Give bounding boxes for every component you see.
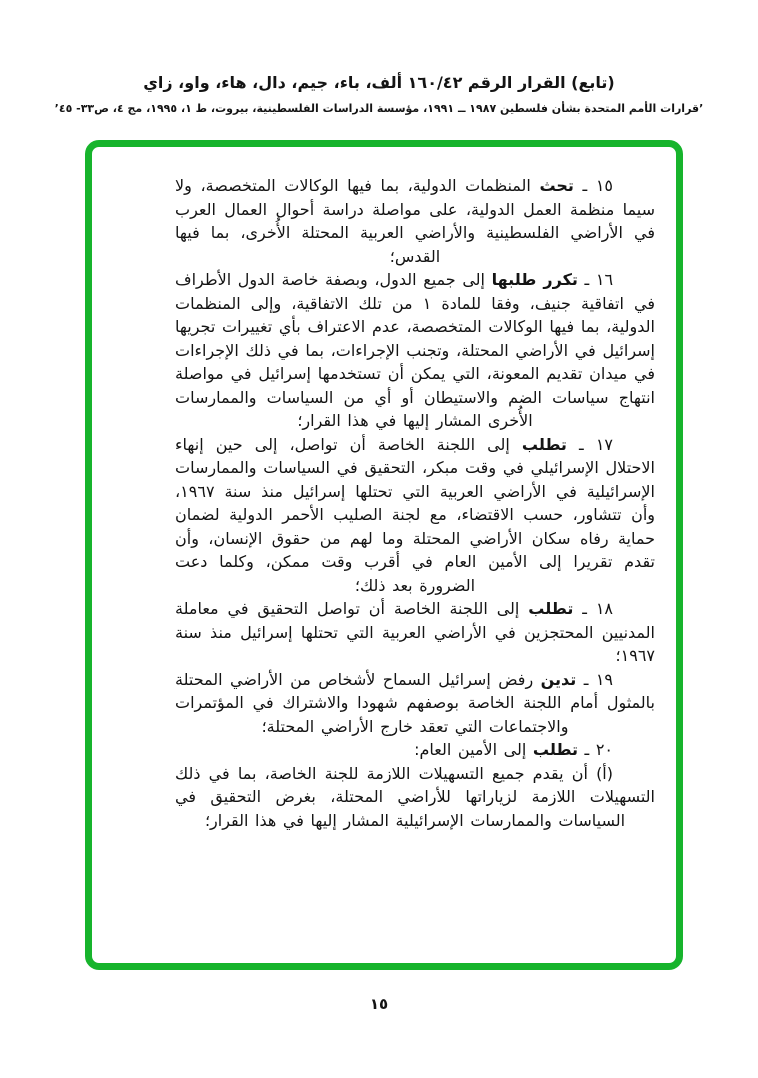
resolution-title: (تابع) القرار الرقم ١٦٠/٤٢ ألف، باء، جيم، دال، هاء، واو، زاي [143, 73, 615, 92]
paragraph-text: ١٥ ـ [573, 176, 614, 195]
operative-verb: تكرر طلبها [491, 270, 578, 289]
operative-verb: تطلب [521, 434, 567, 454]
paragraph-text: ١٧ ـ [566, 434, 613, 454]
document-body [175, 174, 655, 832]
paragraph-17 [175, 433, 655, 598]
operative-verb: تحث [539, 176, 574, 195]
paragraph-20 [175, 738, 655, 762]
paragraph-16 [175, 268, 655, 433]
paragraph-text: رفض إسرائيل السماح لأشخاص من الأراضي المحتلة بالمثول أمام اللجنة الخاصة بوصفهم شهودا والاشتراك في المؤتمرات والاجتماعات التي تعقد خارج الأراضي المحتلة؛ [175, 669, 655, 736]
page-number: ١٥ [369, 995, 389, 1013]
paragraph-text: ١٦ ـ [577, 270, 614, 289]
paragraph-18 [175, 597, 655, 668]
operative-verb: تطلب [532, 740, 578, 759]
paragraph-text: ١٩ ـ [576, 669, 614, 689]
paragraph-15 [175, 174, 655, 268]
paragraph-text: ٢٠ ـ [577, 740, 613, 759]
paragraph-text: إلى اللجنة الخاصة أن تواصل، إلى حين إنهاء الاحتلال الإسرائيلي في وقت مبكر، التحقيق في السياسات والممارسات الإسرائيلية في الأراضي العربية التي تحتلها إسرائيل منذ سنة ١٩٦٧، وأن تتشاور، حسب الاقتضاء، مع لجنة الصليب الأحمر الدولية لضمان حماية رفاه سكان الأراضي المحتلة وما لهم من حقوق الإنسان، وأن تقدم تقريرا إلى الأمين العام في أقرب وقت ممكن، وكلما دعت الضرورة بعد ذلك؛ [175, 434, 655, 595]
paragraph-text: إلى جميع الدول، وبصفة خاصة الدول الأطراف في اتفاقية جنيف، وفقا للمادة ١ من تلك الاتفاقية، وإلى المنظمات الدولية، بما فيها الوكالات المتخصصة، عدم الاعتراف بأي تغييرات تجريها إسرائيل في الأراضي المحتلة، وتجنب الإجراءات، بما في ذلك الإجراءات في ميدان تقديم المعونة، التي يمكن أن تستخدمها إسرائيل في مواصلة انتهاج سياسات الضم والاستيطان أو أي من السياسات والممارسات الأُخرى المشار إليها في هذا القرار؛ [175, 270, 655, 430]
paragraph-text: المنظمات الدولية، بما فيها الوكالات المتخصصة، ولا سيما منظمة العمل الدولية، على مواصلة دراسة أحوال العمال العرب في الأراضي الفلسطينية والأراضي العربية المحتلة الأُخرى، بما فيها القدس؛ [175, 176, 655, 266]
paragraph-19 [175, 668, 655, 739]
paragraph-text: (أ) أن يقدم جميع التسهيلات اللازمة للجنة الخاصة، بما في ذلك التسهيلات اللازمة لزياراتها للأراضي المحتلة، بغرض التحقيق في السياسات والممارسات الإسرائيلية المشار إليها في هذا القرار؛ [175, 763, 655, 830]
paragraph-text: ١٨ ـ [573, 599, 614, 618]
source-citation: ’قرارات الأمم المتحدة بشأن فلسطين ١٩٨٧ ــ ١٩٩١، مؤسسة الدراسات الفلسطينية، بيروت، ط ١، ١٩٩٥، مج ٤، ص٣٣- ٤٥’ [54, 102, 704, 115]
operative-verb: تطلب [528, 599, 574, 618]
paragraph-text: إلى الأمين العام: [414, 740, 533, 759]
paragraph-text: إلى اللجنة الخاصة أن تواصل التحقيق في معاملة المدنيين المحتجزين في الأراضي العربية التي تحتلها إسرائيل منذ سنة ١٩٦٧؛ [175, 599, 655, 665]
paragraph-20a [175, 762, 655, 833]
operative-verb: تدين [540, 669, 577, 689]
